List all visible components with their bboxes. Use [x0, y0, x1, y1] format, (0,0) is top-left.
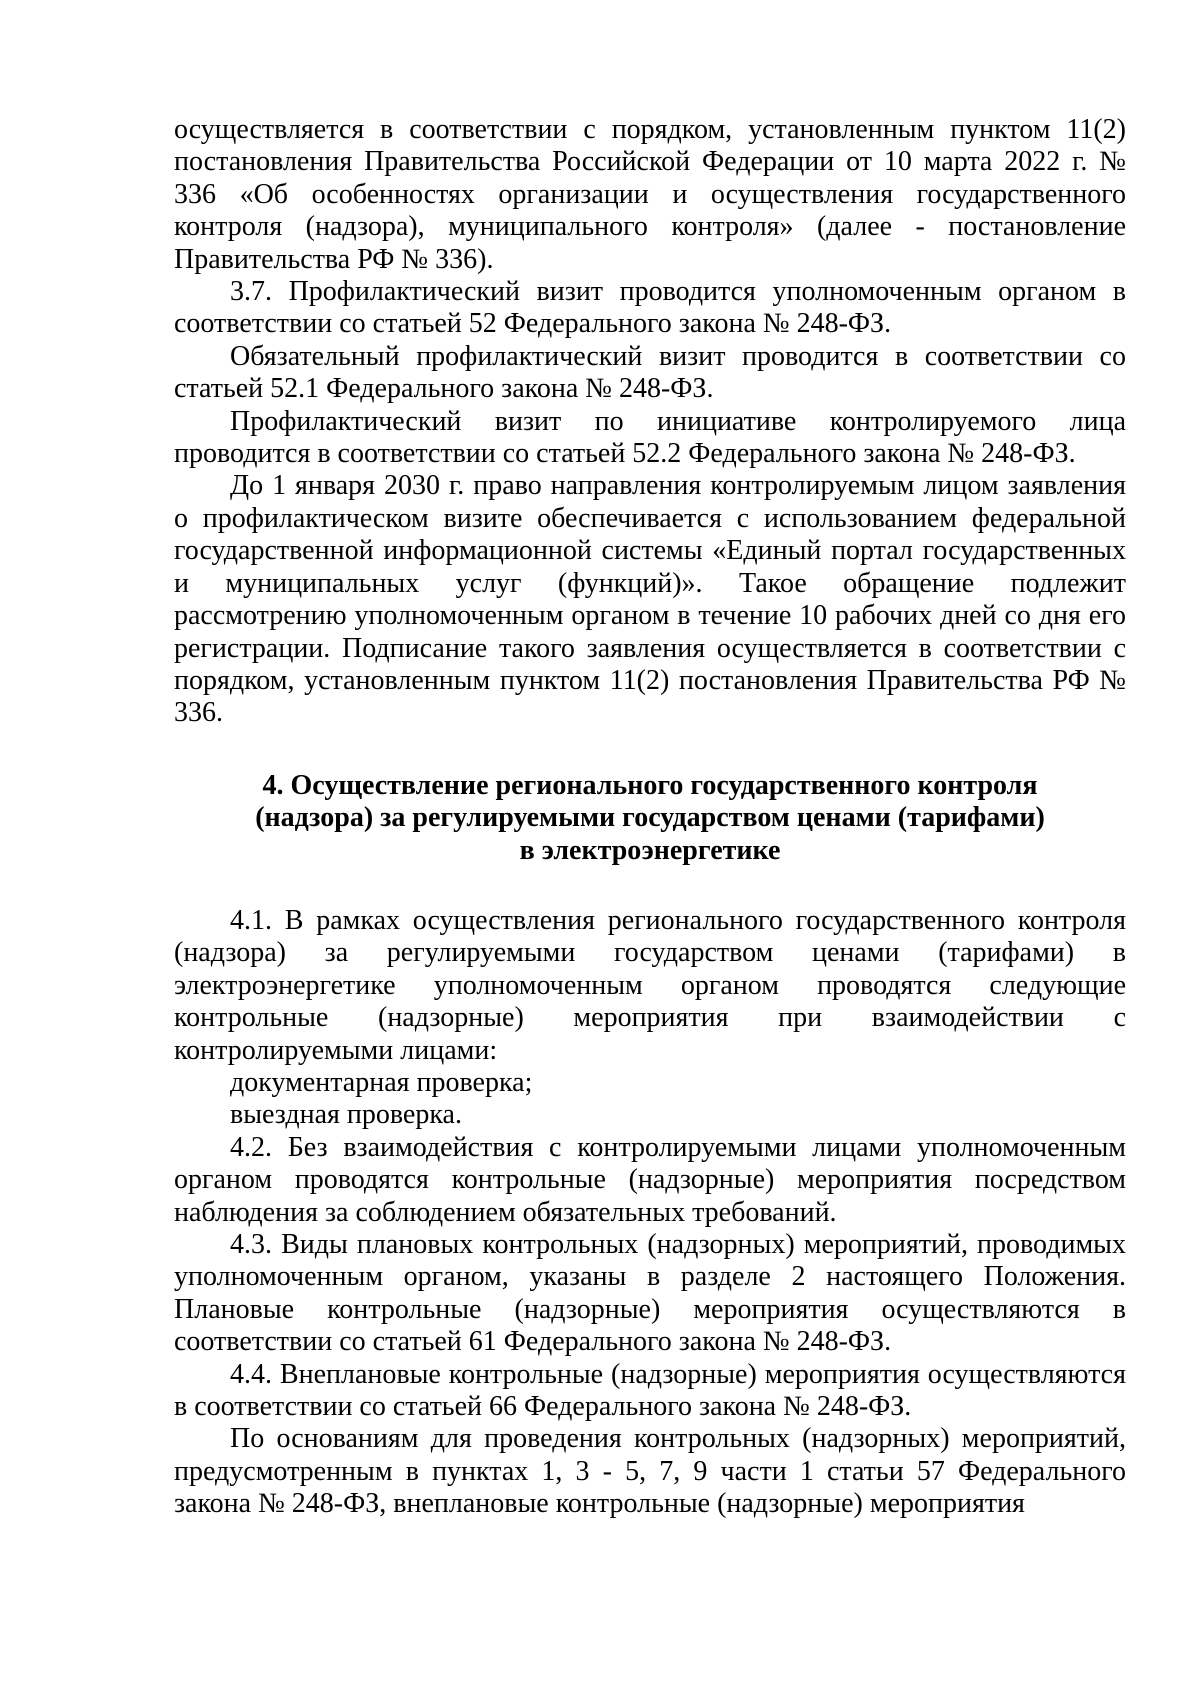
paragraph-4-4: 4.4. Внеплановые контрольные (надзорные) мероприятия осуществляются в соответствии со статьей 66 Федерального закона № 248-ФЗ.	[174, 1358, 1126, 1423]
paragraph-grounds: По основаниям для проведения контрольных (надзорных) мероприятий, предусмотренным в пунктах 1, 3 - 5, 7, 9 части 1 статьи 57 Федерального закона № 248-ФЗ, внеплановые контрольные (надзорные) мероприятия	[174, 1423, 1126, 1520]
paragraph-until-2030: До 1 января 2030 г. право направления контролируемым лицом заявления о профилактическом визите обеспечивается с использованием федеральной государственной информационной системы «Единый портал государственных и муниципальных услуг (функций)». Такое обращение подлежит рассмотрению уполномоченным органом в течение 10 рабочих дней со дня его регистрации. Подписание такого заявления осуществляется в соответствии с порядком, установленным пунктом 11(2) постановления Правительства РФ № 336.	[174, 470, 1126, 729]
section-heading-line-1: 4. Осуществление регионального государственного контроля	[262, 769, 1038, 801]
section-heading-line-2: (надзора) за регулируемыми государством ценами (тарифами)	[255, 802, 1045, 834]
paragraph-4-3: 4.3. Виды плановых контрольных (надзорных) мероприятий, проводимых уполномоченным органом, указаны в разделе 2 настоящего Положения. Плановые контрольные (надзорные) мероприятия осуществляются в соответствии со статьей 61 Федерального закона № 248-ФЗ.	[174, 1229, 1126, 1358]
section-heading-line-3: в электроэнергетике	[519, 834, 781, 866]
paragraph-initiative-visit: Профилактический визит по инициативе контролируемого лица проводится в соответствии со статьей 52.2 Федерального закона № 248-ФЗ.	[174, 405, 1126, 470]
list-item-documentary-check: документарная проверка;	[230, 1066, 533, 1098]
list-item-field-check: выездная проверка.	[230, 1099, 462, 1131]
document-page	[174, 114, 1126, 1521]
paragraph-mandatory-visit: Обязательный профилактический визит проводится в соответствии со статьей 52.1 Федерального закона № 248-ФЗ.	[174, 340, 1126, 405]
section-heading	[174, 770, 1126, 867]
paragraph-continuation: осуществляется в соответствии с порядком, установленным пунктом 11(2) постановления Правительства Российской Федерации от 10 марта 2022 г. № 336 «Об особенностях организации и осуществления государственного контроля (надзора), муниципального контроля» (далее - постановление Правительства РФ № 336).	[174, 114, 1126, 275]
paragraph-4-1: 4.1. В рамках осуществления регионального государственного контроля (надзора) за регулируемыми государством ценами (тарифами) в электроэнергетике уполномоченным органом проводятся следующие контрольные (надзорные) мероприятия при взаимодействии с контролируемыми лицами:	[174, 904, 1126, 1066]
paragraph-3-7: 3.7. Профилактический визит проводится уполномоченным органом в соответствии со статьей 52 Федерального закона № 248-ФЗ.	[174, 276, 1126, 340]
paragraph-4-2: 4.2. Без взаимодействия с контролируемыми лицами уполномоченным органом проводятся контрольные (надзорные) мероприятия посредством наблюдения за соблюдением обязательных требований.	[174, 1131, 1126, 1228]
